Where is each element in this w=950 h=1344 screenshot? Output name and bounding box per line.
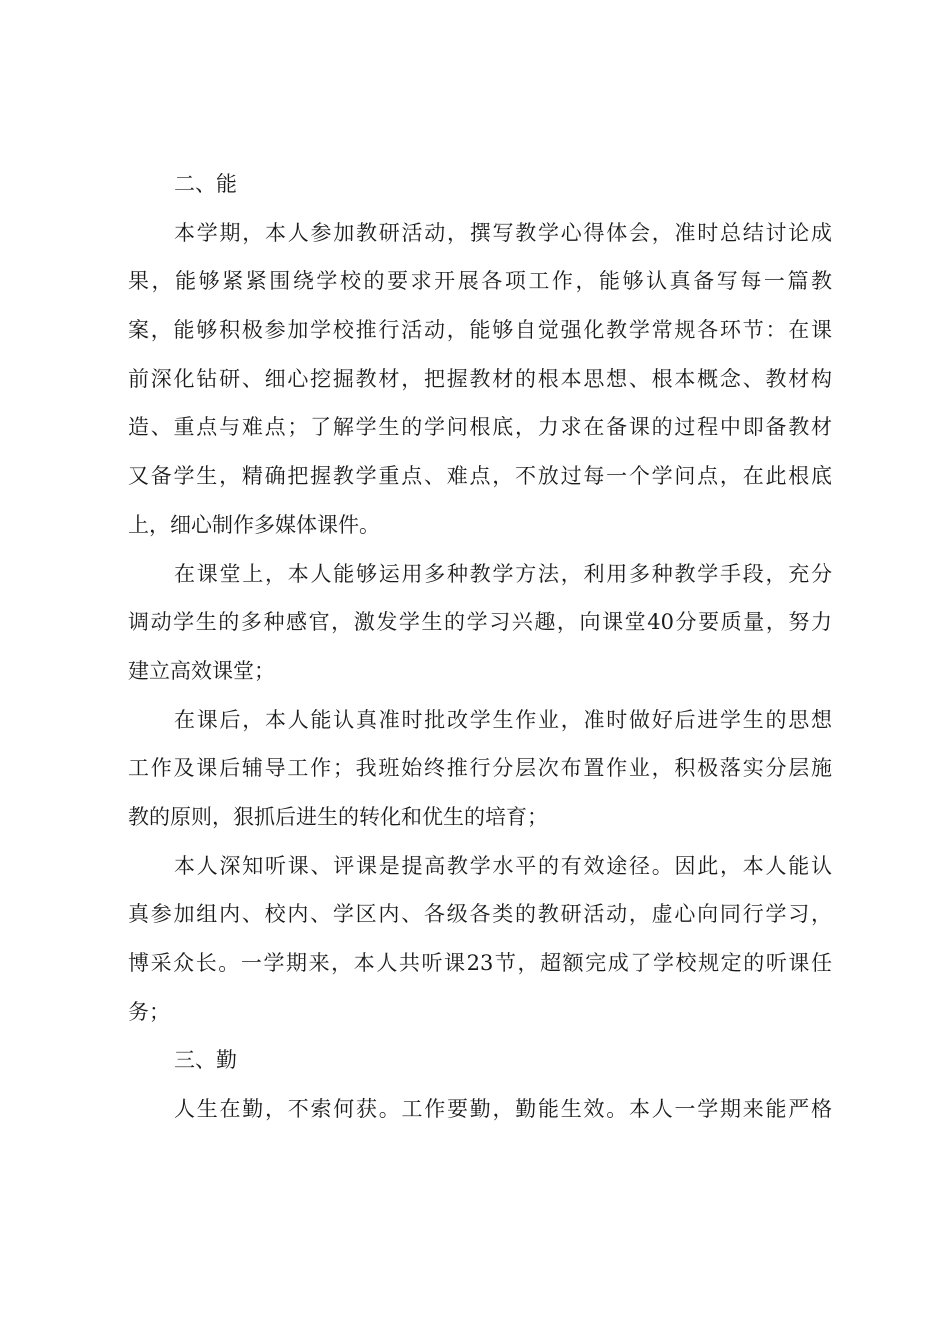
paragraph-line: 又备学生，精确把握教学重点、难点，不放过每一个学问点，在此根底 [128, 464, 832, 489]
paragraph-line: 造、重点与难点；了解学生的学问根底，力求在备课的过程中即备教材 [128, 415, 832, 440]
paragraph-line: 在课堂上，本人能够运用多种教学方法，利用多种教学手段，充分 [174, 561, 832, 586]
paragraph-line: 教的原则，狠抓后进生的转化和优生的培育； [128, 804, 548, 829]
paragraph-line: 在课后，本人能认真准时批改学生作业，准时做好后进学生的思想 [174, 707, 832, 732]
paragraph-line: 本人深知听课、评课是提高教学水平的有效途径。因此，本人能认 [174, 853, 832, 878]
paragraph-line: 人生在勤，不索何获。工作要勤，勤能生效。本人一学期来能严格 [174, 1097, 832, 1122]
paragraph-line: 建立高效课堂； [128, 658, 275, 683]
paragraph-line: 果，能够紧紧围绕学校的要求开展各项工作，能够认真备写每一篇教 [128, 269, 832, 294]
paragraph-line: 案，能够积极参加学校推行活动，能够自觉强化教学常规各环节：在课 [128, 318, 832, 343]
paragraph-line: 博采众长。一学期来，本人共听课23节，超额完成了学校规定的听课任 [128, 951, 832, 975]
document-body [128, 160, 832, 1134]
paragraph-line: 调动学生的多种感官，激发学生的学习兴趣，向课堂40分要质量，努力 [128, 610, 832, 635]
paragraph-line: 务； [128, 999, 170, 1024]
section-heading: 二、能 [174, 172, 237, 196]
paragraph-line: 前深化钻研、细心挖掘教材，把握教材的根本思想、根本概念、教材构 [128, 366, 832, 391]
paragraph-line: 工作及课后辅导工作；我班始终推行分层次布置作业，积极落实分层施 [128, 756, 832, 781]
paragraph-line: 本学期，本人参加教研活动，撰写教学心得体会，准时总结讨论成 [174, 220, 832, 245]
section-heading: 三、勤 [174, 1048, 237, 1073]
paragraph-line: 真参加组内、校内、学区内、各级各类的教研活动，虚心向同行学习， [128, 902, 832, 927]
paragraph-line: 上，细心制作多媒体课件。 [128, 512, 380, 537]
